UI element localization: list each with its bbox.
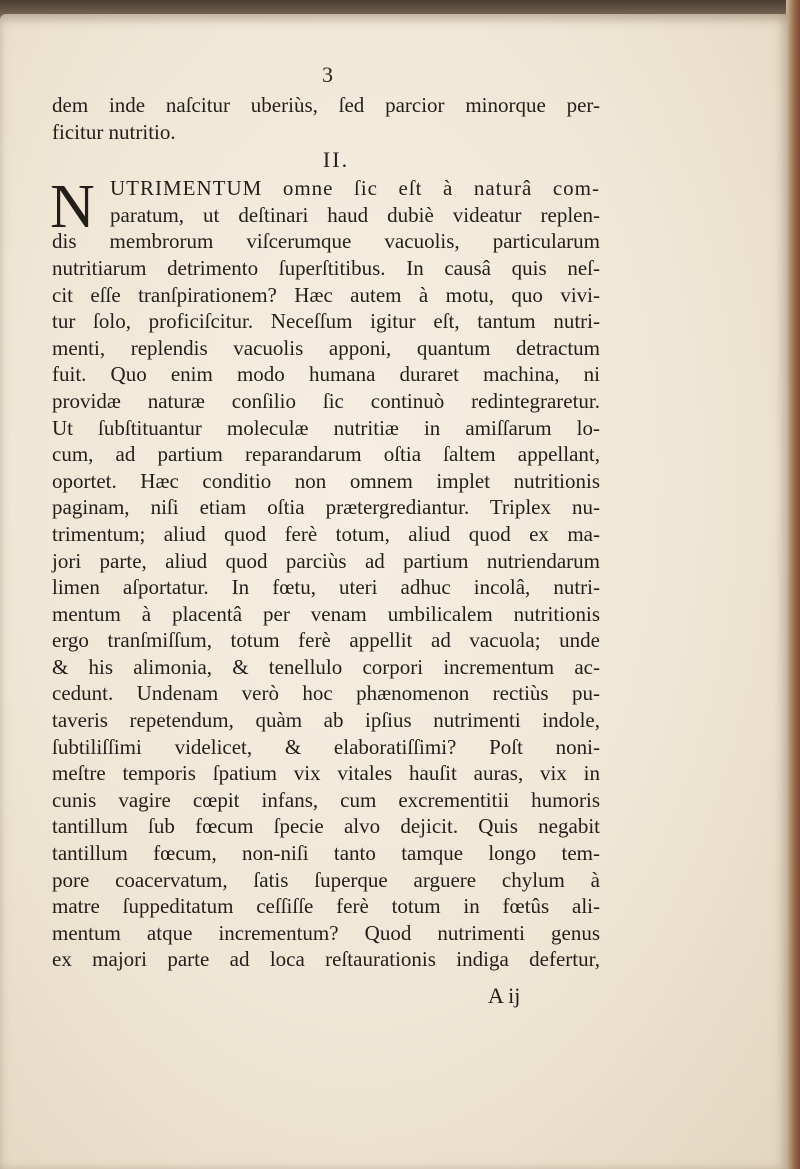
text-line: tur ſolo, proficiſcitur. Neceſſum igitur eſt, tantum nutri- — [52, 309, 600, 334]
text-line: dis membrorum viſcerumque vacuolis, particularum — [52, 229, 600, 254]
signature-mark: A ij — [488, 983, 521, 1008]
text-line: jori parte, aliud quod parciùs ad partium nutriendarum — [52, 548, 600, 573]
text-line: providæ naturæ conſilio ſic continuò redintegraretur. — [52, 388, 600, 413]
drop-cap-letter: N — [50, 173, 95, 242]
page-number: 3 — [322, 62, 333, 87]
book-page-edges — [786, 0, 800, 1169]
text-line: cit eſſe tranſpirationem? Hæc autem à motu, quo vivi- — [52, 282, 600, 307]
text-line: ex majori parte ad loca reſtaurationis indiga defertur, — [52, 947, 600, 972]
text-line: mentum atque incrementum? Quod nutrimenti genus — [52, 920, 600, 945]
text-line: UTRIMENTUM omne ſic eſt à naturâ com- — [110, 176, 600, 201]
text-line: meſtre temporis ſpatium vix vitales hauſit auras, vix in — [52, 761, 600, 786]
text-line: ficitur nutritio. — [52, 119, 176, 144]
text-line: menti, replendis vacuolis apponi, quantum detractum — [52, 335, 600, 360]
text-line: cedunt. Undenam verò hoc phænomenon rectiùs pu- — [52, 681, 600, 706]
text-line: taveris repetendum, quàm ab ipſius nutrimenti indole, — [52, 708, 600, 733]
text-line: tantillum ſub fœcum ſpecie alvo dejicit. Quis negabit — [52, 814, 600, 839]
text-line: nutritiarum detrimento ſuperſtitibus. In causâ quis neſ- — [52, 255, 600, 280]
text-line: trimentum; aliud quod ferè totum, aliud quod ex ma- — [52, 521, 600, 546]
text-line: ergo tranſmiſſum, totum ferè appellit ad vacuola; unde — [52, 628, 600, 653]
page-text — [52, 92, 600, 973]
text-line: cum, ad partium reparandarum oſtia ſaltem appellant, — [52, 442, 600, 467]
text-line: fuit. Quo enim modo humana duraret machina, ni — [52, 362, 600, 387]
text-line: paginam, niſi etiam oſtia prætergrediantur. Triplex nu- — [52, 495, 600, 520]
text-line: matre ſuppeditatum ceſſiſſe ferè totum in fœtûs ali- — [52, 894, 600, 919]
text-line: mentum à placentâ per venam umbilicalem nutritionis — [52, 601, 600, 626]
text-line: & his alimonia, & tenellulo corpori incrementum ac- — [52, 654, 600, 679]
text-line: limen aſportatur. In fœtu, uteri adhuc incolâ, nutri- — [52, 575, 600, 600]
text-line: tantillum fœcum, non-niſi tanto tamque longo tem- — [52, 841, 600, 866]
text-line: oportet. Hæc conditio non omnem implet nutritionis — [52, 468, 600, 493]
text-line: cunis vagire cœpit infans, cum excrementitii humoris — [52, 787, 600, 812]
text-line: paratum, ut deſtinari haud dubiè videatur replen- — [110, 202, 600, 227]
text-line: ſubtiliſſimi videlicet, & elaboratiſſimi? Poſt noni- — [52, 734, 600, 759]
text-line: pore coacervatum, ſatis ſuperque arguere chylum à — [52, 867, 600, 892]
text-line: dem inde naſcitur uberiùs, ſed parcior minorque per- — [52, 93, 600, 117]
section-heading: II. — [322, 147, 350, 173]
text-line: Ut ſubſtituantur moleculæ nutritiæ in amiſſarum lo- — [52, 415, 600, 440]
